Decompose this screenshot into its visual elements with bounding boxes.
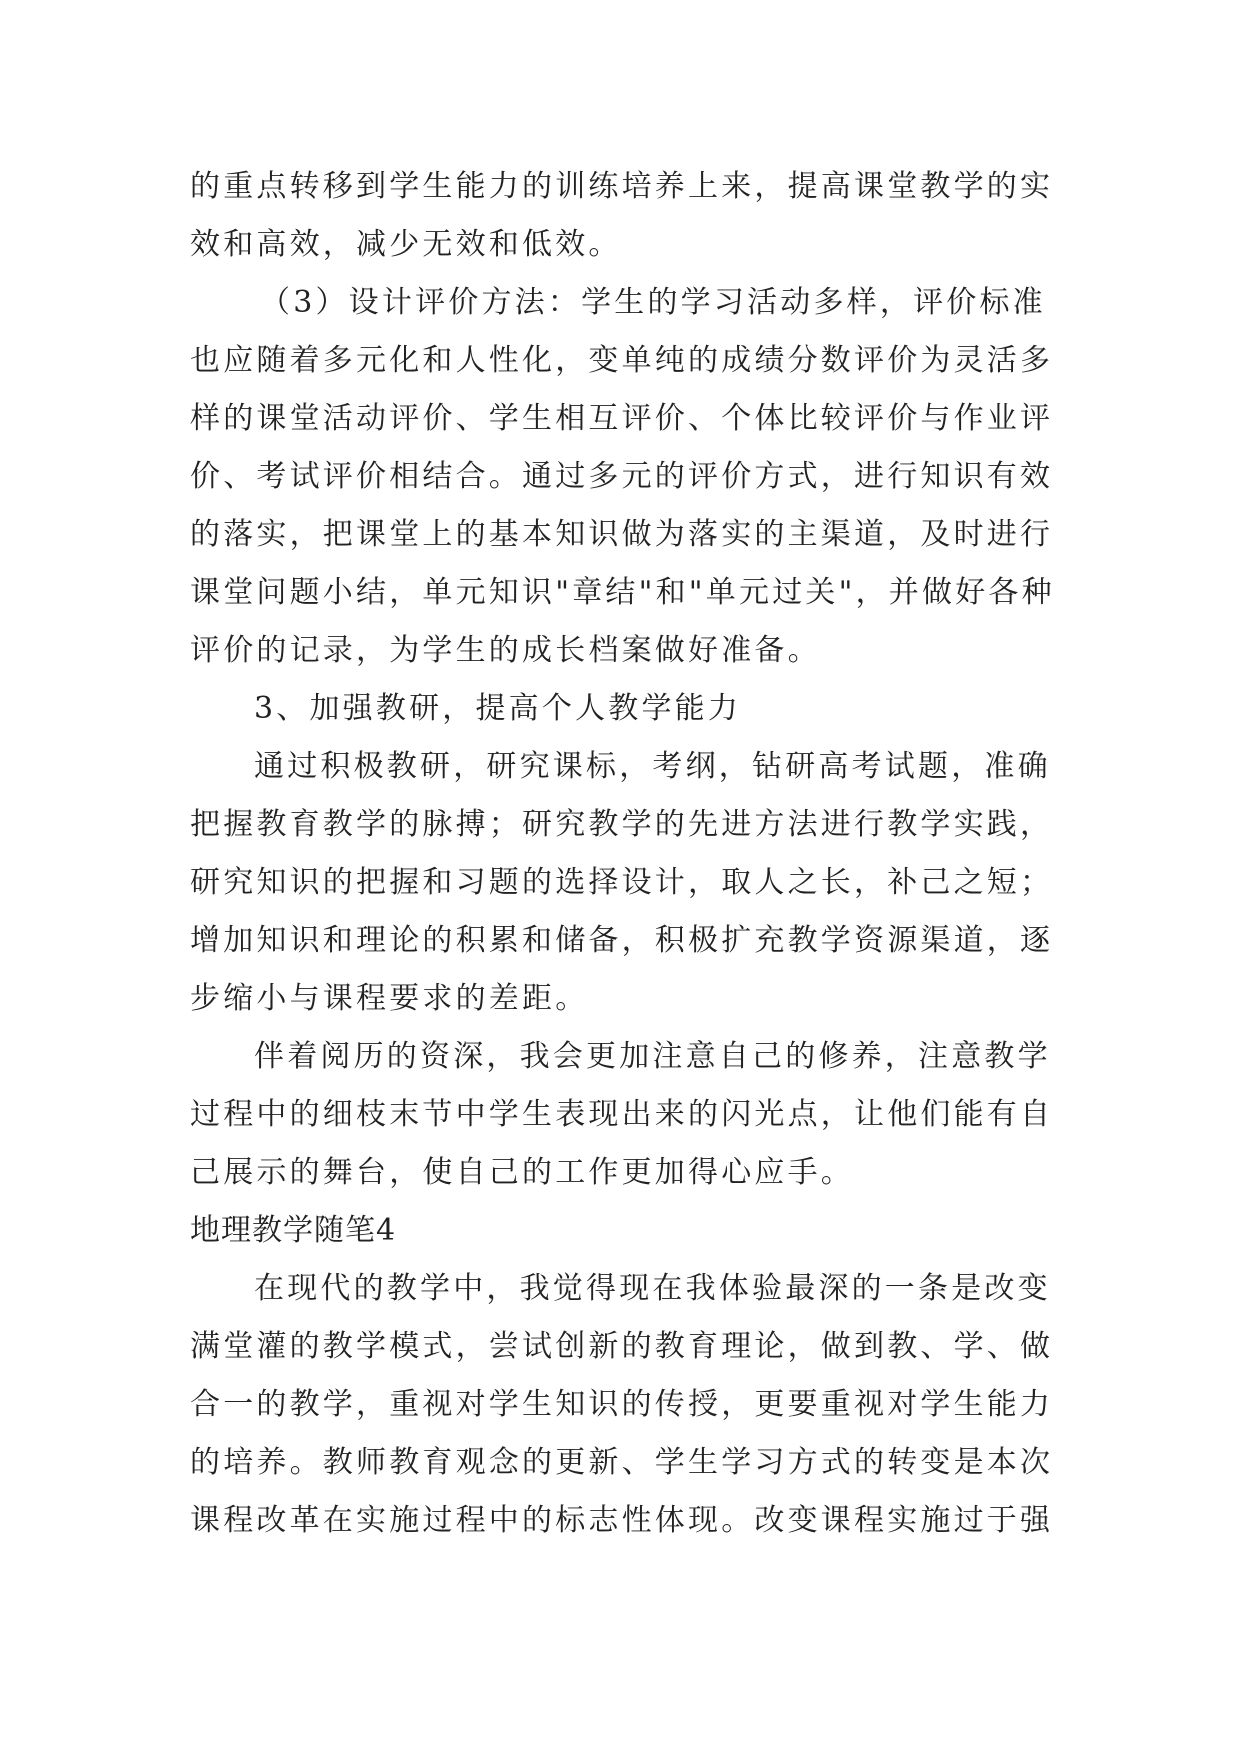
paragraph-line: 满堂灌的教学模式，尝试创新的教育理论，做到教、学、做 [190, 1329, 1054, 1364]
paragraph-line: 合一的教学，重视对学生知识的传授，更要重视对学生能力 [190, 1387, 1054, 1422]
paragraph-line: 通过积极教研，研究课标，考纲，钻研高考试题，准确 [254, 749, 1051, 784]
paragraph-line: 课程改革在实施过程中的标志性体现。改变课程实施过于强 [190, 1503, 1054, 1538]
paragraph-line: （3）设计评价方法：学生的学习活动多样，评价标准 [260, 285, 1046, 320]
paragraph-line: 伴着阅历的资深，我会更加注意自己的修养，注意教学 [254, 1039, 1051, 1074]
paragraph-line: 课堂问题小结，单元知识"章结"和"单元过关"，并做好各种 [190, 575, 1055, 610]
paragraph-line: 的重点转移到学生能力的训练培养上来，提高课堂教学的实 [190, 169, 1054, 204]
paragraph-line: 研究知识的把握和习题的选择设计，取人之长，补己之短； [190, 865, 1054, 900]
paragraph-line: 己展示的舞台，使自己的工作更加得心应手。 [190, 1155, 854, 1190]
paragraph-line: 增加知识和理论的积累和储备，积极扩充教学资源渠道，逐 [190, 923, 1054, 958]
paragraph-line: 价、考试评价相结合。通过多元的评价方式，进行知识有效 [190, 459, 1054, 494]
paragraph-line: 评价的记录，为学生的成长档案做好准备。 [190, 633, 821, 668]
paragraph-line: 效和高效，减少无效和低效。 [190, 227, 622, 262]
article-title: 地理教学随笔4 [190, 1213, 397, 1248]
paragraph-line: 过程中的细枝末节中学生表现出来的闪光点，让他们能有自 [190, 1097, 1054, 1132]
paragraph-line: 的落实，把课堂上的基本知识做为落实的主渠道，及时进行 [190, 517, 1054, 552]
document-body [190, 158, 1055, 1550]
paragraph-line: 的培养。教师教育观念的更新、学生学习方式的转变是本次 [190, 1445, 1054, 1480]
paragraph-line: 步缩小与课程要求的差距。 [190, 981, 589, 1016]
paragraph-line: 把握教育教学的脉搏；研究教学的先进方法进行教学实践， [190, 807, 1054, 842]
paragraph-line: 样的课堂活动评价、学生相互评价、个体比较评价与作业评 [190, 401, 1054, 436]
paragraph-line: 在现代的教学中，我觉得现在我体验最深的一条是改变 [254, 1271, 1051, 1306]
paragraph-line: 也应随着多元化和人性化，变单纯的成绩分数评价为灵活多 [190, 343, 1054, 378]
section-heading: 3、加强教研，提高个人教学能力 [254, 691, 742, 726]
